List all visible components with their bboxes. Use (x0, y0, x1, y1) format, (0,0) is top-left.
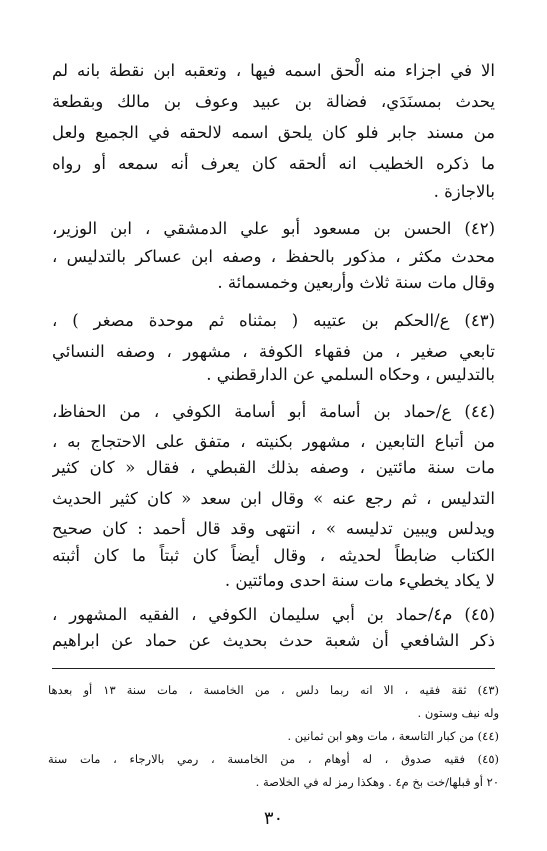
footnote-43-cont: وله نيف وستون . (417, 706, 499, 720)
entry-43-line: تابعي صغير ، من فقهاء الكوفة ، مشهور ، وصفه النسائي (52, 342, 495, 361)
entry-43-line: بالتدليس ، وحكاه السلمي عن الدارقطني . (206, 365, 495, 384)
entry-43-line: (٤٣) ع/الحكم بن عتيبه ( بمثناه ثم موحدة مصغر ) ، (52, 311, 495, 330)
entry-44-line: ويدلس ويبين تدليسه » ، انتهى وقد قال أحمد : كان صحيح (52, 519, 495, 538)
footnote-divider (52, 668, 495, 669)
body-line: يحدث بمسنَدَي، فضالة بن عبيد وعوف بن مالك وبقطعة (52, 92, 495, 111)
page-number: ٣٠ (263, 808, 284, 829)
entry-45-line: ذكر الشافعي أن شعبة حدث بحديث عن حماد عن ابراهيم (52, 631, 495, 650)
entry-44-line: التدليس ، ثم رجع عنه » وقال ابن سعد « كان كثير الحديث (52, 489, 495, 508)
footnote-43: (٤٣) ثقة فقيه ، الا انه ربما دلس ، من الخامسة ، مات سنة ١٣ أو بعدها (48, 683, 499, 697)
entry-44-line: من أتباع التابعين ، مشهور بكنيته ، متفق على الاحتجاج به ، (52, 432, 495, 451)
entry-44-line: مات سنة مائتين ، وصفه بذلك القبطي ، فقال « كان كثير (52, 458, 495, 477)
entry-44-line: لا يكاد يخطيء مات سنة احدى ومائتين . (224, 571, 495, 590)
entry-44-line: (٤٤) ع/حماد بن أسامة أبو أسامة الكوفي ، من الحفاظ، (52, 402, 495, 421)
entry-42-line: محدث مكثر ، مذكور بالحفظ ، وصفه ابن عساكر بالتدليس ، (52, 247, 495, 266)
entry-42-line: (٤٢) الحسن بن مسعود أبو علي الدمشقي ، ابن الوزير، (52, 219, 495, 238)
body-line: من مسند جابر فلو كان يلحق اسمه لالحقه في الجميع ولعل (52, 123, 495, 142)
body-line: ما ذكره الخطيب انه ألحقه كان يعرف أنه سمعه أو رواه (52, 154, 495, 173)
footnote-44: (٤٤) من كبار التاسعة ، مات وهو ابن ثمانين . (287, 729, 499, 743)
entry-42-line: وقال مات سنة ثلاث وأربعين وخمسمائة . (217, 273, 495, 292)
footnote-45: (٤٥) فقيه صدوق ، له أوهام ، من الخامسة ، رمي بالارجاء ، مات سنة (48, 752, 499, 766)
body-line: الا في اجزاء منه الْحق اسمه فيها ، وتعقبه ابن نقطة بانه لم (52, 61, 495, 80)
footnote-45-cont: ٢٠ أو قبلها/خت بخ م٤ . وهكذا رمز له في الخلاصة . (255, 775, 499, 789)
entry-45-line: (٤٥) م٤/حماد بن أبي سليمان الكوفي ، الفقيه المشهور ، (52, 605, 495, 624)
body-line: بالاجازة . (433, 182, 495, 201)
entry-44-line: الكتاب ضابطاً لحديثه ، وقال أيضاً كان ثبتاً ما كان أثبته (52, 546, 495, 565)
